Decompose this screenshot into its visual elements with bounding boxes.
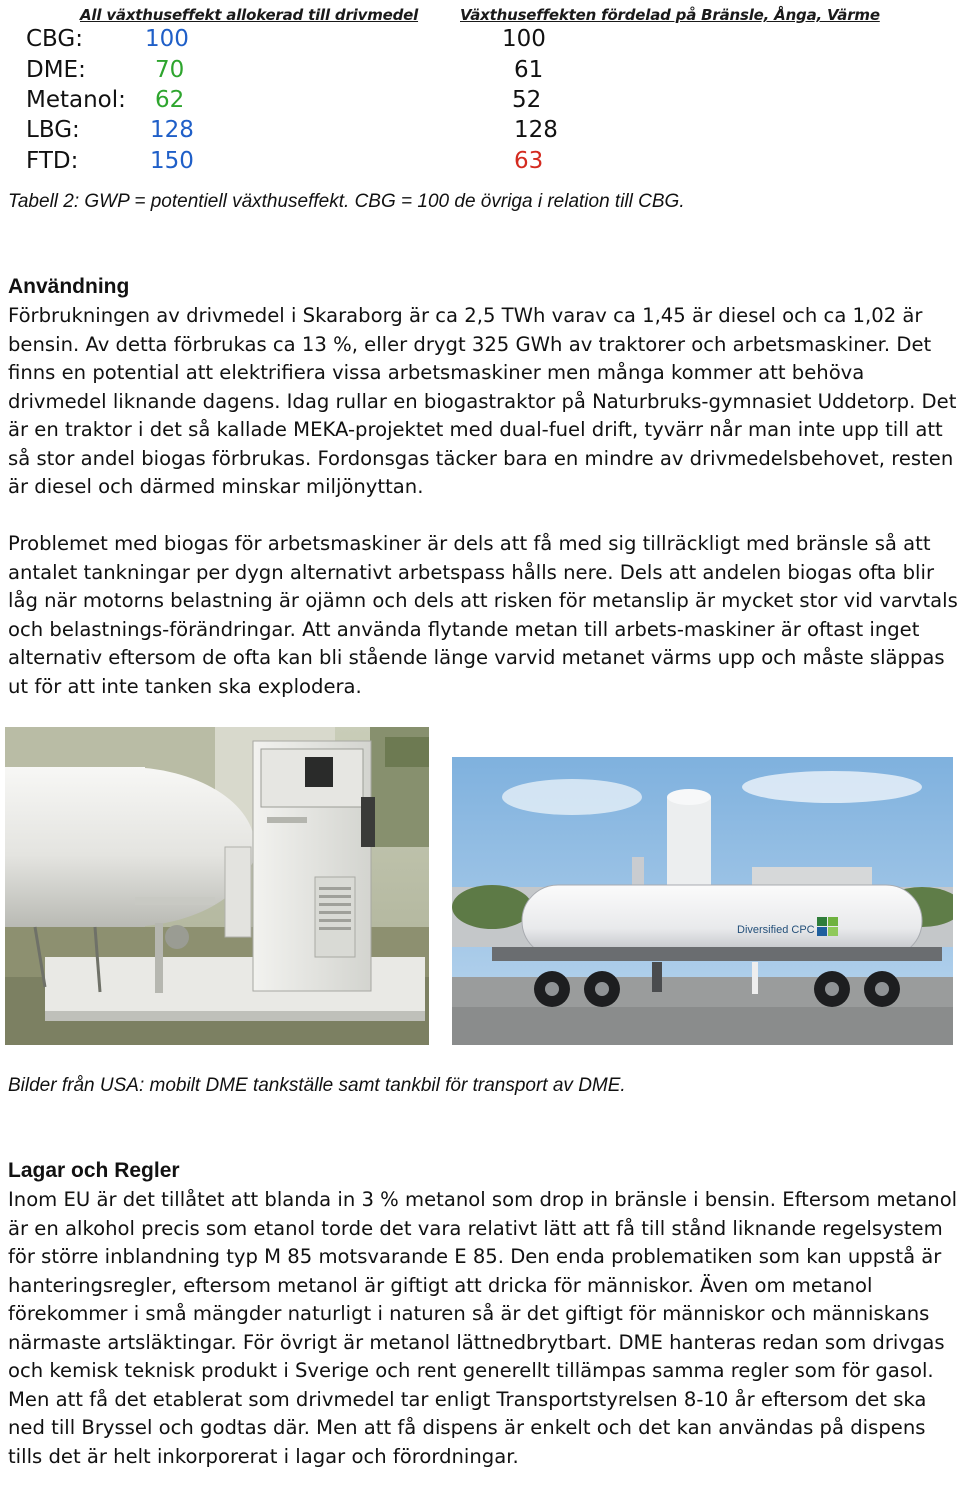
- row-label-cbg: CBG:: [26, 26, 84, 52]
- value-allokerad-lbg: 128: [150, 117, 194, 143]
- table-header-right: Växthuseffekten fördelad på Bränsle, Ånga, Värme: [460, 6, 880, 24]
- paragraph-anvandning-2: Problemet med biogas för arbetsmaskiner är dels att få med sig tillräckligt med bränsle så att antalet tankningar per dygn alternativt arbetspass hålls nere. Dels att andelen biogas ofta blir låg när motorns belastning är ojämn och dels att risken för metanslip är mycket stor vid varvtals och belastnings-förändringar. Att använda flytande metan till arbets-maskiner är oftast inget alternativ eftersom de ofta kan bli stående länge varvid metanet värms upp och måste släppas ut för att inte tanken ska explodera.: [8, 532, 958, 698]
- paragraph-anvandning-1: Förbrukningen av drivmedel i Skaraborg är ca 2,5 TWh varav ca 1,45 är diesel och ca 1,02 är bensin. Av detta förbrukas ca 13 %, eller drygt 325 GWh av traktorer och arbetsmaskiner. Det finns en potential att elektrifiera vissa arbetsmaskiner men många kommer att behöva drivmedel liknande dagens. Idag rullar en biogastraktor på Naturbruks-gymnasiet Uddetorp. Det är en traktor i det så kallade MEKA-projektet med dual-fuel drift, tyvärr når man inte upp till att så stor andel biogas förbrukas. Fordonsgas täcker bara en mindre av drivmedelsbehovet, resten är diesel och därmed minskar miljönyttan.: [8, 304, 957, 498]
- value-fordelad-metanol: 52: [512, 87, 542, 113]
- heading-lagar-och-regler: Lagar och Regler: [8, 1159, 180, 1182]
- heading-anvandning: Användning: [8, 275, 130, 298]
- truck-logo-text: Diversified CPC: [737, 924, 815, 936]
- value-allokerad-ftd: 150: [150, 148, 194, 174]
- table-caption: Tabell 2: GWP = potentiell växthuseffekt. CBG = 100 de övriga i relation till CBG.: [8, 191, 685, 212]
- row-label-dme: DME:: [26, 57, 86, 83]
- photo-dme-tank-truck: [452, 757, 953, 1045]
- paragraph-lagar-och-regler: Inom EU är det tillåtet att blanda in 3 % metanol som drop in bränsle i bensin. Eftersom metanol är en alkohol precis som etanol torde det vara relativt lätt att få till stånd liknande regelsystem för större inblandning typ M 85 motsvarande E 85. Den enda problematiken som kan uppstå är hanteringsregler, eftersom metanol är giftigt att dricka för människor. Även om metanol förekommer i små mängder naturligt i naturen så är det giftigt för människor och människans närmaste artsläktingar. För övrigt är metanol lättnedbrytbart. DME hanteras redan som drivgas och kemisk teknisk produkt i Sverige och rent generellt tillämpas samma regler som för gasol. Men att få det etablerat som drivmedel tar enligt Transportstyrelsen 8-10 år eftersom det ska ned till Bryssel och godtas där. Men att få dispens är enkelt och det kan användas på dispens tills det är helt inkorporerat i lagar och förordningar.: [8, 1188, 958, 1468]
- value-allokerad-metanol: 62: [155, 87, 185, 113]
- table-header-left: All växthuseffekt allokerad till drivmedel: [80, 6, 419, 24]
- row-label-lbg: LBG:: [26, 117, 80, 143]
- row-label-metanol: Metanol:: [26, 87, 126, 113]
- value-allokerad-dme: 70: [155, 57, 185, 83]
- photo-caption: Bilder från USA: mobilt DME tankställe samt tankbil för transport av DME.: [8, 1075, 626, 1096]
- value-fordelad-ftd: 63: [514, 148, 544, 174]
- row-label-ftd: FTD:: [26, 148, 79, 174]
- value-fordelad-cbg: 100: [502, 26, 546, 52]
- value-fordelad-dme: 61: [514, 57, 544, 83]
- value-fordelad-lbg: 128: [514, 117, 558, 143]
- value-allokerad-cbg: 100: [145, 26, 189, 52]
- photo-dme-filling-station: [5, 727, 429, 1045]
